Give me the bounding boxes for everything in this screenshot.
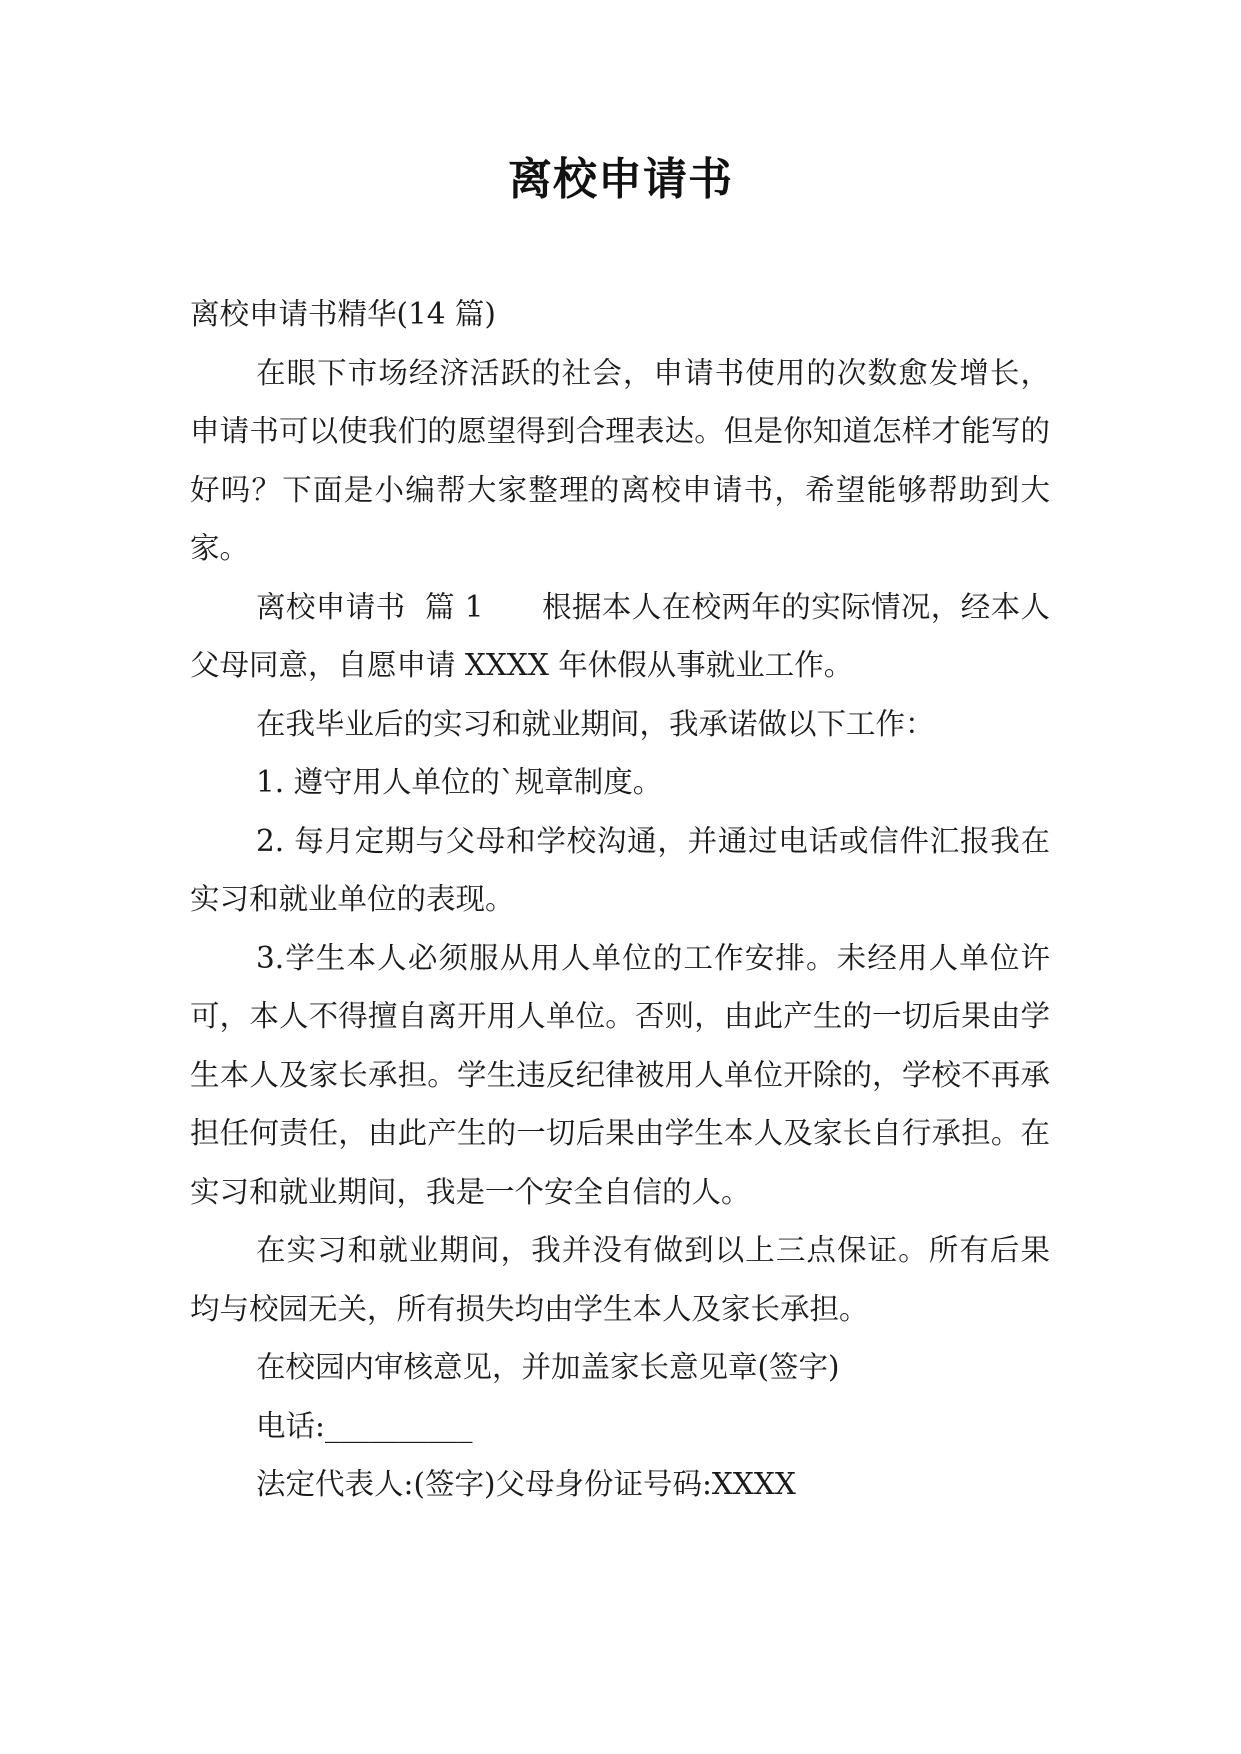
liability-paragraph: 在实习和就业期间，我并没有做到以上三点保证。所有后果均与校园无关，所有损失均由学生本人及家长承担。 [190, 1233, 1050, 1326]
document-body [190, 285, 1050, 1514]
intro-paragraph: 在眼下市场经济活跃的社会，申请书使用的次数愈发增长，申请书可以使我们的愿望得到合理表达。但是你知道怎样才能写的好吗？下面是小编帮大家整理的离校申请书，希望能够帮助到大家。 [190, 355, 1050, 565]
document-title: 离校申请书 [508, 154, 733, 205]
commitment-item-2: 2. 每月定期与父母和学校沟通，并通过电话或信件汇报我在实习和就业单位的表现。 [190, 823, 1050, 916]
section-heading-paragraph: 离校申请书 篇 1 根据本人在校两年的实际情况，经本人父母同意，自愿申请 XXXX 年休假从事就业工作。 [190, 589, 1050, 682]
commitment-item-1: 1. 遵守用人单位的`规章制度。 [256, 765, 663, 799]
commitment-item-3: 3.学生本人必须服从用人单位的工作安排。未经用人单位许可，本人不得擅自离开用人单位。否则，由此产生的一切后果由学生本人及家长承担。学生违反纪律被用人单位开除的，学校不再承担任何责任，由此产生的一切后果由学生本人及家长自行承担。在实习和就业期间，我是一个安全自信的人。 [190, 940, 1050, 1209]
legal-representative-line: 法定代表人:(签字)父母身份证号码:XXXX [256, 1467, 796, 1501]
commitment-intro: 在我毕业后的实习和就业期间，我承诺做以下工作： [256, 706, 935, 741]
document-subtitle: 离校申请书精华(14 篇) [190, 297, 496, 331]
review-opinion-line: 在校园内审核意见，并加盖家长意见章(签字) [256, 1350, 840, 1384]
phone-line: 电话:__________ [256, 1408, 473, 1443]
